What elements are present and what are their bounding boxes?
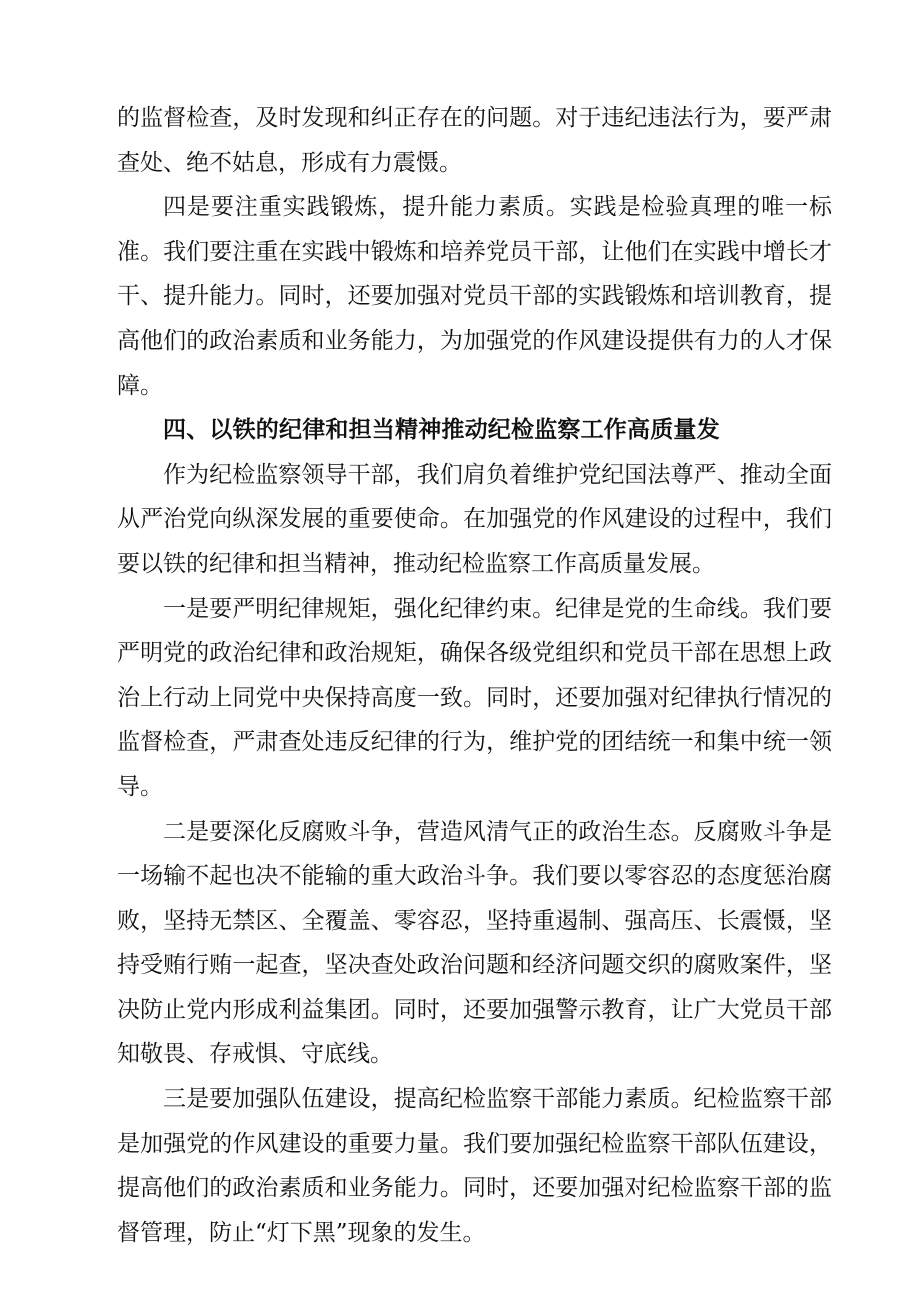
paragraph-team-building: 三是要加强队伍建设，提高纪检监察干部能力素质。纪检监察干部是加强党的作风建设的重要力量。我们要加强纪检监察干部队伍建设，提高他们的政治素质和业务能力。同时，还要加强对纪检监察干部的监督管理，防止“灯下黑”现象的发生。	[117, 1086, 832, 1246]
paragraph-section-intro: 作为纪检监察领导干部，我们肩负着维护党纪国法尊严、推动全面从严治党向纵深发展的重要使命。在加强党的作风建设的过程中，我们要以铁的纪律和担当精神，推动纪检监察工作高质量发展。	[117, 461, 832, 577]
section-heading-four: 四、以铁的纪律和担当精神推动纪检监察工作高质量发	[163, 417, 720, 444]
paragraph-discipline-rules: 一是要严明纪律规矩，强化纪律约束。纪律是党的生命线。我们要严明党的政治纪律和政治规矩，确保各级党组织和党员干部在思想上政治上行动上同党中央保持高度一致。同时，还要加强对纪律执行情况的监督检查，严肃查处违反纪律的行为，维护党的团结统一和集中统一领导。	[117, 595, 832, 800]
paragraph-practice-training: 四是要注重实践锻炼，提升能力素质。实践是检验真理的唯一标准。我们要注重在实践中锻炼和培养党员干部，让他们在实践中增长才干、提升能力。同时，还要加强对党员干部的实践锻炼和培训教育，提高他们的政治素质和业务能力，为加强党的作风建设提供有力的人才保障。	[117, 194, 832, 399]
document-page	[117, 96, 832, 1255]
paragraph-continuation: 的监督检查，及时发现和纠正存在的问题。对于违纪违法行为，要严肃查处、绝不姑息，形成有力震慑。	[117, 105, 832, 176]
paragraph-anti-corruption: 二是要深化反腐败斗争，营造风清气正的政治生态。反腐败斗争是一场输不起也决不能输的重大政治斗争。我们要以零容忍的态度惩治腐败，坚持无禁区、全覆盖、零容忍，坚持重遏制、强高压、长震慑，坚持受贿行贿一起查，坚决查处政治问题和经济问题交织的腐败案件，坚决防止党内形成利益集团。同时，还要加强警示教育，让广大党员干部知敬畏、存戒惧、守底线。	[117, 818, 832, 1068]
